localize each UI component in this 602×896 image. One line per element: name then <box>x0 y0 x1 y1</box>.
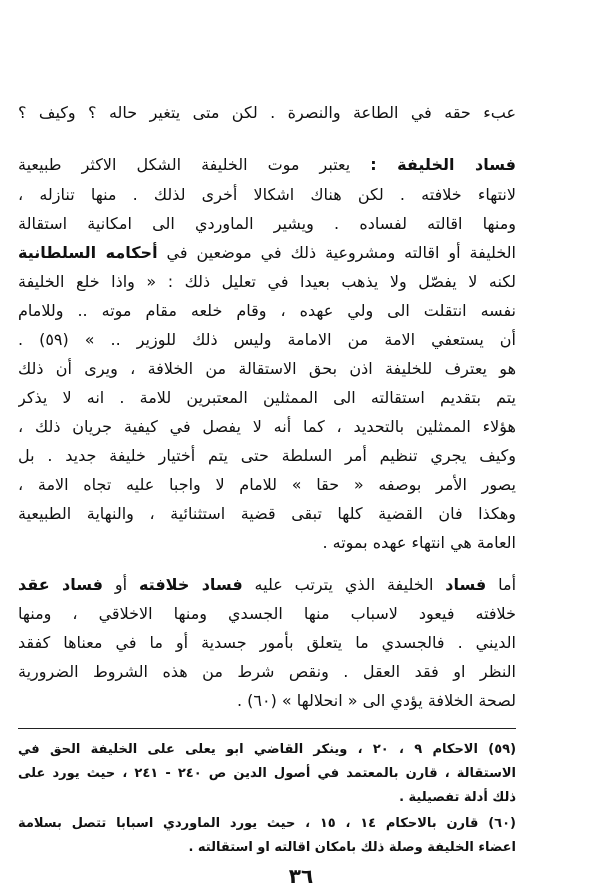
bold-term-fasad-aqd: فساد عقد <box>18 575 104 594</box>
footnote-text: الاستقالة ، قارن بالمعتمد في أصول الدين ص ٢٤٠ - ٢٤١ ، حيث يورد على <box>18 766 516 781</box>
page-number: ٣٦ <box>288 864 314 888</box>
body-line-19 <box>18 657 516 687</box>
footnote-text: (٦٠) قارن بالاحكام ١٤ ، ١٥ ، حيث يورد الماوردي اسبابا تتصل بسلامة <box>18 816 516 831</box>
footnote-60-line-2 <box>18 836 516 860</box>
line-text: هو يعترف للخليفة اذن بحق الاستقالة من الخلافة ، ويرى أن ذلك <box>18 359 516 378</box>
line-text: أن يستعفي الامة من الامامة وليس ذلك للوزير .. » (٥٩) . <box>18 330 516 349</box>
body-line-10 <box>18 383 516 413</box>
section-heading-caliph-corruption: فساد الخليفة : <box>370 155 516 174</box>
body-line-14 <box>18 499 516 529</box>
line-text: وكيف يجري تنظيم أمر السلطة حتى يتم أختيار خليفة جديد . بل <box>18 446 516 465</box>
body-line-7 <box>18 296 516 326</box>
line-text: لكنه لا يفصّل ولا يذهب بعيدا في تعليل ذلك : « واذا خلع الخليفة <box>18 272 516 291</box>
book-title-ahkam: أحكامه السلطانية <box>18 243 158 262</box>
body-line-9 <box>18 354 516 384</box>
footnote-59-line-3 <box>18 786 516 810</box>
body-line-16 <box>18 570 516 600</box>
body-line-5 <box>18 238 516 268</box>
line-text: وهكذا فان القضية كلها تبقى قضية استثنائية ، والنهاية الطبيعية <box>18 504 516 523</box>
body-line-12 <box>18 441 516 471</box>
line-text: لانتهاء خلافته . لكن هناك اشكالا أخرى لذلك . منها تنازله ، <box>18 185 516 204</box>
line-text: هؤلاء الممثلين بالتحديد ، كما أنه لا يفصل في كيفية جريان ذلك ، <box>18 417 516 436</box>
footnote-text: (٥٩) الاحكام ٩ ، ٢٠ ، وينكر القاضي ابو يعلى على الخليفة الحق في <box>18 742 516 757</box>
line-text: الخليفة الذي يترتب عليه <box>242 575 446 594</box>
body-line-3 <box>18 180 516 210</box>
line-text: أو <box>103 575 139 594</box>
footnote-text: ذلك أدلة تفصيلية . <box>399 790 516 805</box>
body-line-20 <box>18 686 516 716</box>
body-line-8 <box>18 325 516 355</box>
body-line-4 <box>18 209 516 239</box>
body-line-6 <box>18 267 516 297</box>
line-text: ومنها اقالته لفساده . ويشير الماوردي الى امكانية استقالة <box>18 214 516 233</box>
body-line-17 <box>18 599 516 629</box>
line-text: عبء حقه في الطاعة والنصرة . لكن متى يتغير حاله ؟ وكيف ؟ <box>18 103 516 122</box>
line-text: يصور الأمر بوصفه « حقا » للامام لا واجبا عليه تجاه الامة ، <box>18 475 516 494</box>
line-text: أما <box>486 575 516 594</box>
body-line-2 <box>18 150 516 180</box>
footnote-text: اعضاء الخليفة وصلة ذلك بامكان اقالته او استقالته . <box>188 840 516 855</box>
bold-term-fasad-khilafatih: فساد خلافته <box>138 575 243 594</box>
body-line-11 <box>18 412 516 442</box>
body-line-13 <box>18 470 516 500</box>
line-text: نفسه انتقلت الى ولي عهده ، وقام خلعه مقام موته .. وللامام <box>18 301 516 320</box>
line-text: الديني . فالجسدي ما يتعلق بأمور جسدية أو ما في معناها كفقد <box>18 633 516 652</box>
line-text: خلافته فيعود لاسباب منها الجسدي ومنها الاخلاقي ، ومنها <box>18 604 516 623</box>
bold-term-fasad: فساد <box>445 575 487 594</box>
body-line-18 <box>18 628 516 658</box>
line-text: يتم بتقديم استقالته الى الممثلين المعتبرين للامة . انه لا يذكر <box>18 388 516 407</box>
body-line-15 <box>18 528 516 558</box>
footnote-59-line-1 <box>18 738 516 762</box>
footnote-60-line-1 <box>18 812 516 836</box>
line-text: النظر او فقد العقل . ونقص شرط من هذه الشروط الضرورية <box>18 662 516 681</box>
line-text: العامة هي انتهاء عهده بموته . <box>322 533 516 552</box>
line-text: لصحة الخلافة يؤدي الى « انحلالها » (٦٠) . <box>236 691 516 710</box>
body-line-1 <box>18 98 516 128</box>
footnote-59-line-2 <box>18 762 516 786</box>
line-text: يعتبر موت الخليفة الشكل الاكثر طبيعية <box>18 155 371 174</box>
line-text: الخليفة أو اقالته ومشروعية ذلك في موضعين في <box>157 243 516 262</box>
footnote-divider <box>18 728 516 729</box>
